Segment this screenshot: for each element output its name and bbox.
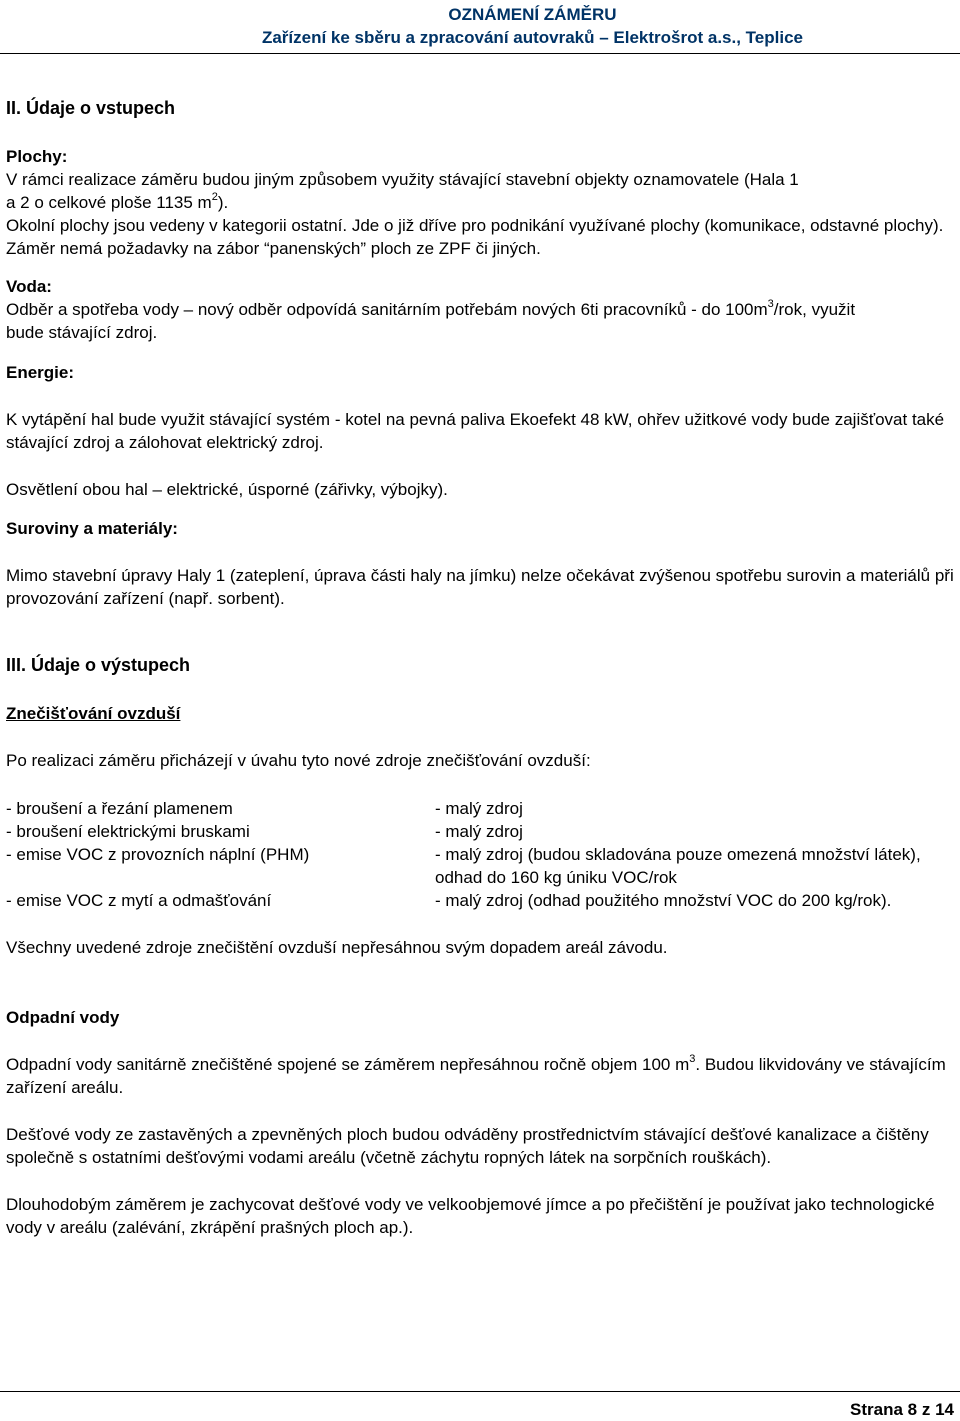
list-item-impact: - malý zdroj (odhad použitého množství VOC do 200 kg/rok). xyxy=(435,891,892,910)
energie-para2: Osvětlení obou hal – elektrické, úsporné (zářivky, výbojky). xyxy=(6,480,448,499)
document-content xyxy=(6,97,954,1239)
footer-divider xyxy=(0,1391,960,1392)
suroviny-heading: Suroviny a materiály: xyxy=(6,519,178,538)
list-item-impact: - malý zdroj xyxy=(435,799,523,818)
list-item-source: - broušení a řezání plamenem xyxy=(6,799,233,818)
page-header xyxy=(262,3,803,49)
list-item-source: - broušení elektrickými bruskami xyxy=(6,822,250,841)
header-divider xyxy=(0,53,960,54)
odpadni-heading: Odpadní vody xyxy=(6,1008,120,1027)
voda-text: Odběr a spotřeba vody – nový odběr odpovídá sanitárním potřebám nových 6ti pracovníků - do $100m^3$/rok, využit bude stávající zdroj. xyxy=(6,298,856,342)
voda-heading: Voda: xyxy=(6,277,52,296)
plochy-heading: Plochy: xyxy=(6,147,68,166)
suroviny-para: Mimo stavební úpravy Haly 1 (zateplení, úprava části haly na jímku) nelze očekávat zvýšenou spotřebu surovin a materiálů při provozování zařízení (např. sorbent). xyxy=(6,566,954,608)
section-3-title: III. Údaje o výstupech xyxy=(6,655,191,675)
plochy-line3: Okolní plochy jsou vedeny v kategorii ostatní. Jde o již dříve pro podnikání využívané plochy (komunikace, odstavné plochy). Záměr nemá požadavky na zábor “panenských” ploch ze ZPF či jiných. xyxy=(6,216,944,258)
list-item-source: - emise VOC z mytí a odmašťování xyxy=(6,891,272,910)
section-2-title: II. Údaje o vstupech xyxy=(6,98,176,118)
energie-heading: Energie: xyxy=(6,363,75,382)
header-title: OZNÁMENÍ ZÁMĚRU xyxy=(448,5,617,24)
header-subtitle: Zařízení ke sběru a zpracování autovraků – Elektrošrot a.s., Teplice xyxy=(261,28,803,47)
ovzdusi-conclusion: Všechny uvedené zdroje znečištění ovzduší nepřesáhnou svým dopadem areál závodu. xyxy=(6,938,668,957)
odpadni-para3: Dlouhodobým záměrem je zachycovat dešťové vody ve velkoobjemové jímce a po přečištění je používat jako technologické vody v areálu (zalévání, zkrápění prašných ploch ap.). xyxy=(6,1195,935,1237)
plochy-line2: a 2 o celkové ploše 1135 $m^2$). xyxy=(6,191,229,212)
list-item-source: - emise VOC z provozních náplní (PHM) xyxy=(6,845,310,864)
list-item-impact: - malý zdroj xyxy=(435,822,523,841)
list-item-impact: - malý zdroj (budou skladována pouze omezená množství látek), odhad do 160 kg úniku VOC/rok xyxy=(435,845,921,887)
energie-para1: K vytápění hal bude využit stávající systém - kotel na pevná paliva Ekoefekt 48 kW, ohřev užitkové vody bude zajišťovat také stávající zdroj a zálohovat elektrický zdroj. xyxy=(6,410,945,452)
plochy-line1: V rámci realizace záměru budou jiným způsobem využity stávající stavební objekty oznamovatele (Hala 1 xyxy=(6,170,799,189)
emission-sources-list xyxy=(6,797,954,912)
odpadni-para1: Odpadní vody sanitárně znečištěné spojené se záměrem nepřesáhnou ročně objem 100 $m^3$. Budou likvidovány ve stávajícím zařízení areálu. xyxy=(6,1053,946,1097)
ovzdusi-heading: Znečišťování ovzduší xyxy=(6,704,181,723)
ovzdusi-intro: Po realizaci záměru přicházejí v úvahu tyto nové zdroje znečišťování ovzduší: xyxy=(6,751,591,770)
odpadni-para2: Dešťové vody ze zastavěných a zpevněných ploch budou odváděny prostřednictvím stávající dešťové kanalizace a čištěny společně s ostatními dešťovými vodami areálu (včetně záchytu ropných látek na sorpčních rouškách). xyxy=(6,1125,929,1167)
page-number: Strana 8 z 14 xyxy=(850,1400,954,1419)
